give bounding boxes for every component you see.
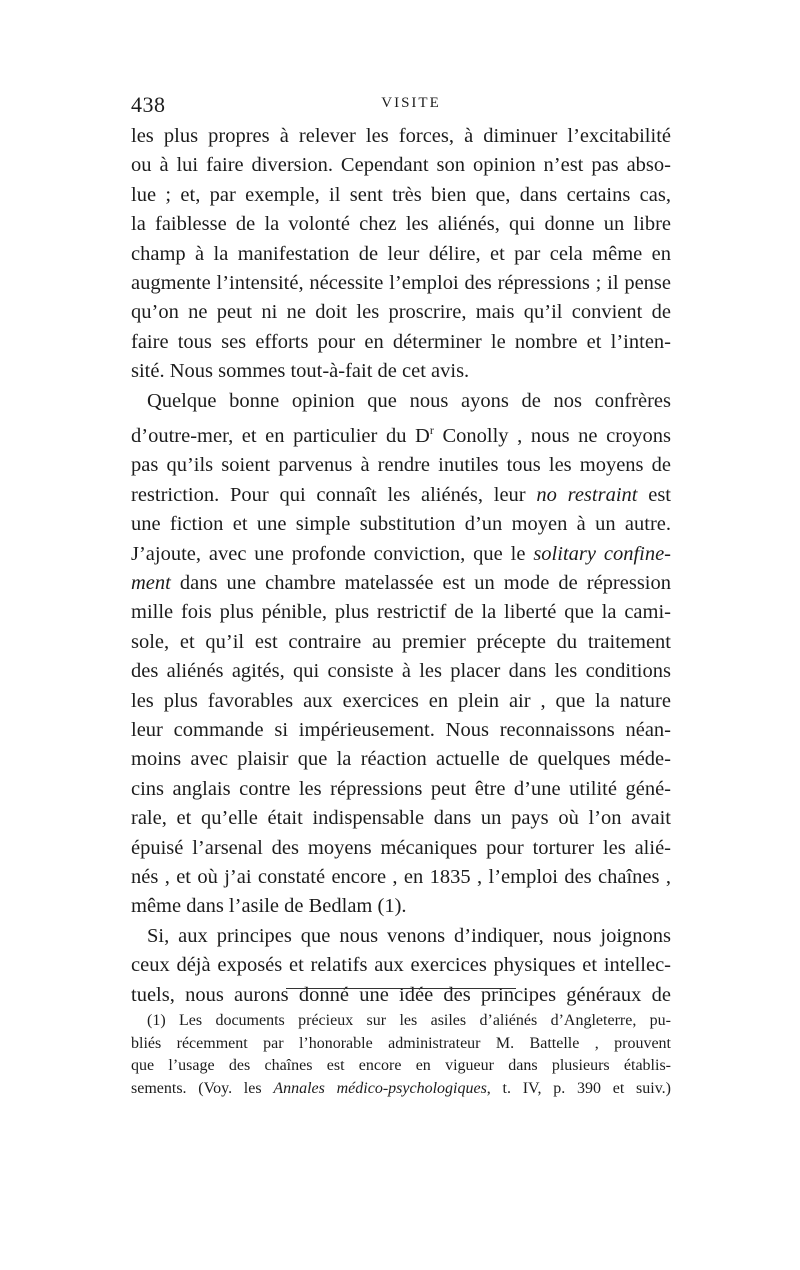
text-line: cins anglais contre les répressions peut être d’une utilité géné-: [131, 777, 671, 800]
text-line: [131, 416, 671, 451]
text-line: [131, 481, 671, 510]
italic-term: ment: [131, 571, 171, 594]
text-fragment: restriction. Pour qui connaît les aliénés, leur: [131, 483, 537, 506]
text-fragment: , t. IV, p. 390 et suiv.): [486, 1080, 671, 1098]
italic-term: solitary confine-: [533, 542, 672, 565]
text-line: une fiction et une simple substitution d’un moyen à un autre.: [131, 513, 671, 536]
text-line: épuisé l’arsenal des moyens mécaniques pour torturer les alié-: [131, 836, 671, 859]
text-fragment: J’ajoute, avec une profonde conviction, que le: [131, 542, 534, 565]
footnote-line: [131, 1078, 671, 1101]
text-line: nés , et où j’ai constaté encore , en 1835 , l’emploi des chaînes ,: [131, 865, 671, 888]
text-line: augmente l’intensité, nécessite l’emploi des répressions ; il pense: [131, 272, 671, 295]
text-line: les plus favorables aux exercices en plein air , que la nature: [131, 689, 671, 712]
text-line: pas qu’ils soient parvenus à rendre inutiles tous les moyens de: [131, 454, 671, 477]
text-line: faire tous ses efforts pour en déterminer le nombre et l’inten-: [131, 330, 671, 353]
text-line: [131, 540, 671, 569]
footnote-line: que l’usage des chaînes est encore en vigueur dans plusieurs établis-: [131, 1057, 671, 1075]
text-line: les plus propres à relever les forces, à diminuer l’excitabilité: [131, 125, 671, 147]
text-line: mille fois plus pénible, plus restrictif de la liberté que la cami-: [131, 601, 671, 624]
text-line: [131, 569, 671, 598]
text-line: tuels, nous aurons donné une idée des principes généraux de: [131, 983, 671, 1006]
text-line: Si, aux principes que nous venons d’indiquer, nous joignons: [147, 924, 671, 947]
text-line: des aliénés agités, qui consiste à les placer dans les conditions: [131, 660, 671, 683]
paragraph-2: [131, 387, 671, 922]
footnote: [131, 1010, 671, 1101]
running-head: [131, 92, 671, 120]
paragraph-3: [131, 922, 671, 1010]
footnote-line: bliés récemment par l’honorable administrateur M. Battelle , prouvent: [131, 1034, 671, 1052]
text-line: ou à lui faire diversion. Cependant son opinion n’est pas abso-: [131, 154, 671, 177]
body-text: [131, 122, 671, 1010]
text-line: Quelque bonne opinion que nous ayons de nos confrères: [147, 389, 671, 412]
footnote-line: (1) Les documents précieux sur les asiles d’aliénés d’Angleterre, pu-: [147, 1012, 671, 1029]
text-line: leur commande si impérieusement. Nous reconnaissons néan-: [131, 718, 671, 741]
text-line: la faiblesse de la volonté chez les aliénés, qui donne un libre: [131, 213, 671, 236]
text-line: sité. Nous sommes tout-à-fait de cet avis.: [131, 360, 470, 383]
page-number: 438: [131, 92, 166, 117]
text-line: moins avec plaisir que la réaction actuelle de quelques méde-: [131, 748, 671, 771]
text-line: qu’on ne peut ni ne doit les proscrire, mais qu’il convient de: [131, 301, 671, 324]
paragraph-1: [131, 122, 671, 387]
text-line: rale, et qu’elle était indispensable dans un pays où l’on avait: [131, 807, 671, 830]
text-line: même dans l’asile de Bedlam (1).: [131, 895, 407, 918]
italic-term: no restraint: [536, 483, 638, 506]
running-title: VISITE: [381, 95, 441, 111]
superscript: r: [429, 423, 434, 438]
text-line: lue ; et, par exemple, il sent très bien que, dans certains cas,: [131, 183, 671, 206]
text-fragment: Conolly , nous ne croyons: [433, 424, 671, 447]
text-fragment: est: [637, 483, 671, 506]
text-fragment: dans une chambre matelassée est un mode de répression: [170, 571, 671, 594]
italic-title: Annales médico-psychologiques: [273, 1080, 487, 1098]
footnote-separator: [286, 988, 516, 989]
text-line: ceux déjà exposés et relatifs aux exercices physiques et intellec-: [131, 954, 671, 977]
text-line: sole, et qu’il est contraire au premier précepte du traitement: [131, 630, 671, 653]
text-fragment: d’outre-mer, et en particulier du D: [131, 424, 430, 447]
text-fragment: sements. (Voy. les: [131, 1080, 274, 1098]
text-line: champ à la manifestation de leur délire, et par cela même en: [131, 242, 671, 265]
